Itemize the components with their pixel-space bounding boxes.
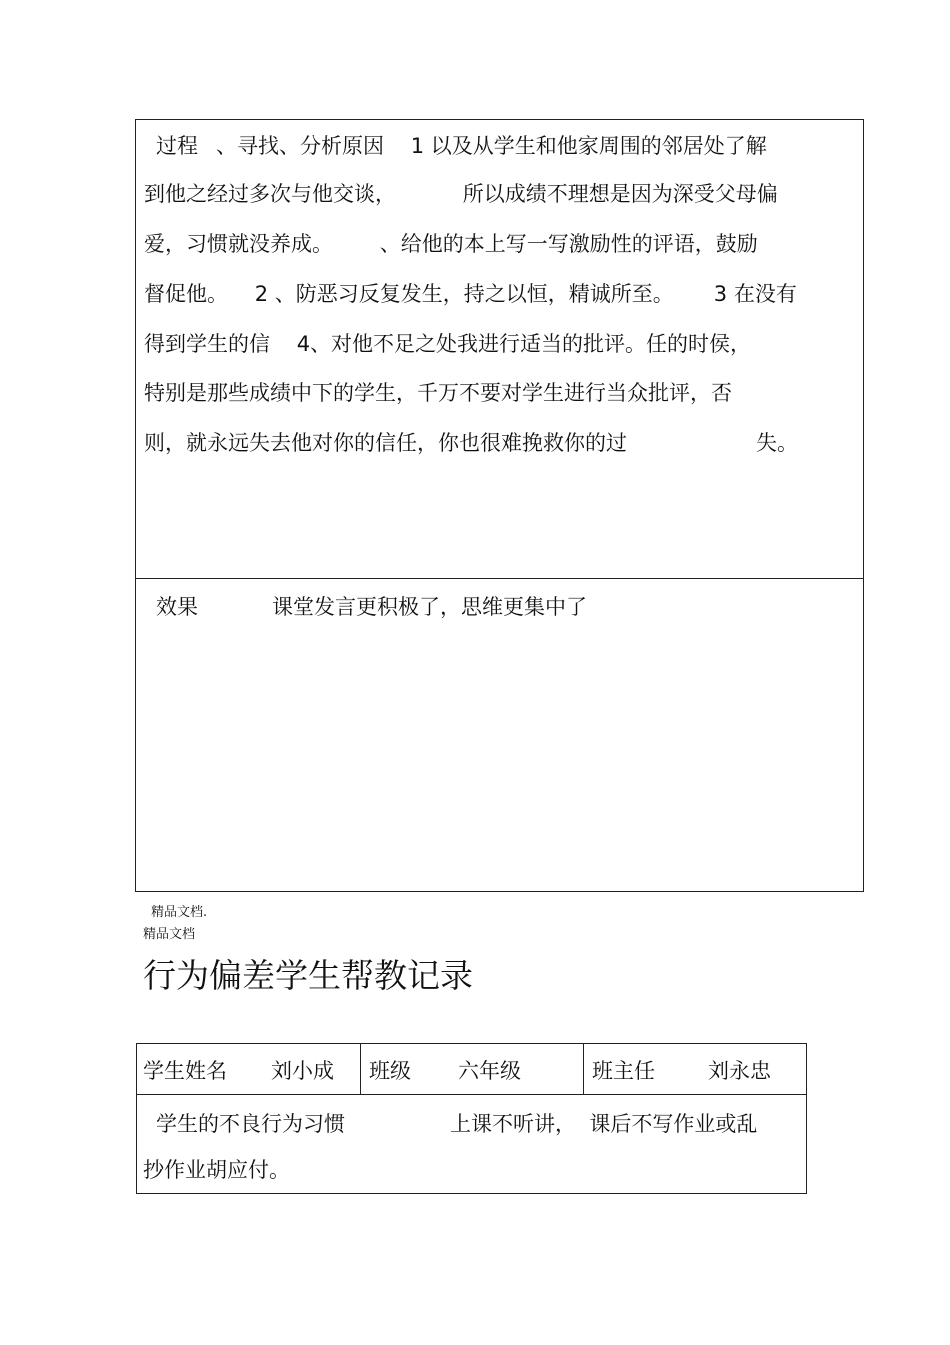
- process-line-5: 得到学生的信 4、对他不足之处我进行适当的批评。任的时侯，: [144, 332, 752, 356]
- process-line-2: 到他之经过多次与他交谈， 所以成绩不理想是因为深受父母偏: [144, 182, 778, 206]
- table-row-divider: [137, 1094, 806, 1095]
- process-line-7: 则，就永远失去他对你的信任，你也很难挽救你的过: [144, 431, 627, 455]
- student-name-label: 学生姓名: [143, 1059, 227, 1083]
- student-name-value: 刘小成: [271, 1059, 334, 1083]
- teacher-label: 班主任: [592, 1059, 655, 1083]
- effect-label: 效果: [156, 595, 198, 619]
- teacher-value: 刘永忠: [708, 1059, 771, 1083]
- process-line-3: 爱，习惯就没养成。 、给他的本上写一写激励性的评语，鼓励: [144, 232, 758, 256]
- table-col-divider: [360, 1044, 361, 1094]
- table-col-divider: [583, 1044, 584, 1094]
- habit-text-line-1: 上课不听讲， 课后不写作业或乱: [450, 1112, 758, 1136]
- process-line-4: 督促他。 2 、防恶习反复发生，持之以恒，精诚所至。 3 在没有: [144, 282, 797, 306]
- habit-text-line-2: 抄作业胡应付。: [143, 1158, 290, 1182]
- page-title: 行为偏差学生帮教记录: [143, 956, 473, 995]
- class-label: 班级: [369, 1059, 411, 1083]
- process-line-1: 、寻找、分析原因 1 以及从学生和他家周围的邻居处了解: [216, 134, 767, 158]
- process-line-6: 特别是那些成绩中下的学生，千万不要对学生进行当众批评，否: [144, 381, 732, 405]
- footer-note-1: 精品文档.: [151, 905, 208, 920]
- table-divider: [136, 578, 863, 579]
- footer-note-2: 精品文档: [143, 927, 196, 942]
- habit-label: 学生的不良行为习惯: [156, 1112, 345, 1136]
- process-label: 过程: [156, 134, 198, 158]
- effect-text: 课堂发言更积极了，思维更集中了: [272, 595, 587, 619]
- process-line-tail: 失。: [756, 431, 798, 455]
- class-value: 六年级: [458, 1059, 521, 1083]
